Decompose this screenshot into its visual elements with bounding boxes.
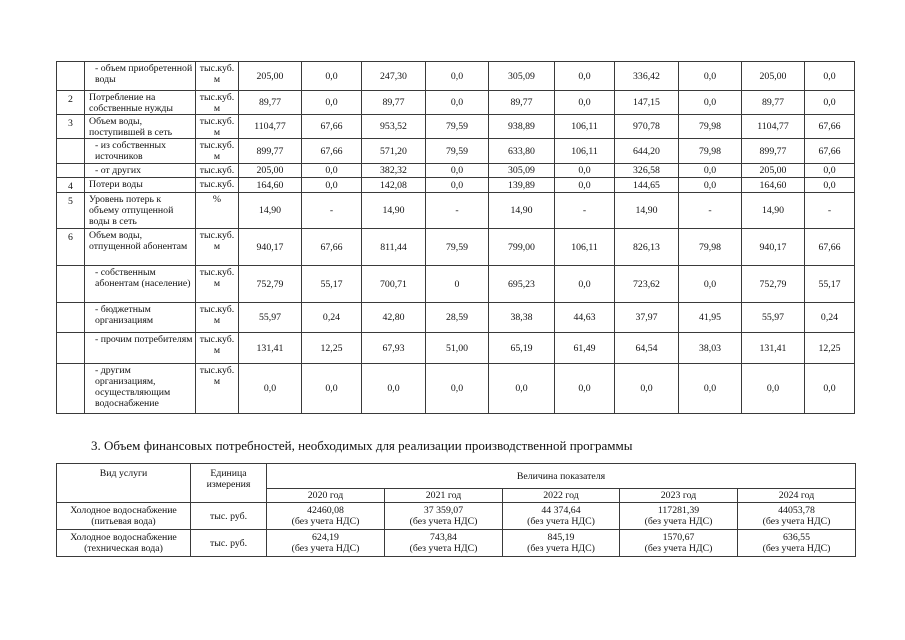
value-cell: 131,41 (742, 333, 805, 364)
value-cell: 142,08 (362, 178, 426, 193)
table-row (57, 164, 855, 178)
row-name: Объем воды, поступившей в сеть (85, 115, 196, 139)
value-cell: 695,23 (489, 266, 555, 303)
value-cell: 37,97 (615, 303, 679, 333)
value-cell: 305,09 (489, 62, 555, 91)
service-unit: тыс. руб. (191, 503, 267, 530)
value-cell: 0,0 (555, 62, 615, 91)
header-unit: Единица измерения (191, 464, 267, 503)
row-unit: тыс.куб. м (196, 229, 239, 266)
amount-cell (267, 530, 385, 557)
row-unit: тыс.куб. м (196, 364, 239, 414)
value-cell: 799,00 (489, 229, 555, 266)
value-cell: 0 (426, 266, 489, 303)
table-row (57, 364, 855, 414)
value-cell: 326,58 (615, 164, 679, 178)
header-value: Величина показателя (267, 464, 856, 489)
value-cell: 336,42 (615, 62, 679, 91)
amount-cell (385, 530, 503, 557)
amount-value: 37 359,07 (423, 505, 464, 516)
amount-value: 624,19 (312, 532, 339, 543)
row-name: Потери воды (85, 178, 196, 193)
value-cell: - (679, 193, 742, 229)
value-cell: 89,77 (239, 91, 302, 115)
value-cell: 0,0 (555, 164, 615, 178)
row-unit: тыс.куб. м (196, 303, 239, 333)
amount-value: 845,19 (547, 532, 575, 543)
row-name: - другим организациям, осуществляющим водоснабжение (85, 364, 196, 414)
amount-value: 44053,78 (778, 505, 815, 516)
value-cell: 0,0 (426, 62, 489, 91)
table-row (57, 91, 855, 115)
service-unit: тыс. руб. (191, 530, 267, 557)
row-number (57, 303, 85, 333)
value-cell: 61,49 (555, 333, 615, 364)
amount-cell (620, 503, 738, 530)
row-name: Объем воды, отпущенной абонентам (85, 229, 196, 266)
value-cell: 752,79 (239, 266, 302, 303)
value-cell: 205,00 (742, 62, 805, 91)
value-cell: 106,11 (555, 229, 615, 266)
row-number: 5 (57, 193, 85, 229)
amount-value: 1570,67 (662, 532, 695, 543)
row-unit: тыс.куб. м (196, 333, 239, 364)
row-number: 4 (57, 178, 85, 193)
value-cell: 67,93 (362, 333, 426, 364)
row-name: - от других (85, 164, 196, 178)
value-cell: 0,0 (679, 178, 742, 193)
value-cell: 14,90 (489, 193, 555, 229)
amount-note: (без учета НДС) (644, 516, 713, 527)
header-year: 2020 год (267, 489, 385, 503)
value-cell: 89,77 (362, 91, 426, 115)
value-cell: - (805, 193, 855, 229)
value-cell: 0,0 (302, 164, 362, 178)
row-unit: тыс.куб. м (196, 62, 239, 91)
value-cell: 0,0 (302, 62, 362, 91)
value-cell: 0,0 (426, 164, 489, 178)
value-cell: 0,0 (302, 178, 362, 193)
amount-note: (без учета НДС) (762, 516, 831, 527)
value-cell: 79,59 (426, 115, 489, 139)
row-name: - собственным абонентам (население) (85, 266, 196, 303)
table-row (57, 530, 856, 557)
value-cell: 0,0 (679, 364, 742, 414)
value-cell: 144,65 (615, 178, 679, 193)
header-service: Вид услуги (57, 464, 191, 503)
service-name: Холодное водоснабжение (питьевая вода) (57, 503, 191, 530)
amount-cell (385, 503, 503, 530)
table-row (57, 115, 855, 139)
value-cell: 14,90 (362, 193, 426, 229)
table-row (57, 139, 855, 164)
header-year: 2022 год (503, 489, 620, 503)
row-number: 3 (57, 115, 85, 139)
value-cell: 0,0 (805, 178, 855, 193)
amount-cell (503, 503, 620, 530)
water-balance-table (56, 61, 855, 414)
value-cell: 305,09 (489, 164, 555, 178)
amount-note: (без учета НДС) (291, 516, 360, 527)
value-cell: 0,0 (302, 364, 362, 414)
row-number: 2 (57, 91, 85, 115)
value-cell: 940,17 (742, 229, 805, 266)
value-cell: 55,97 (239, 303, 302, 333)
value-cell: 0,0 (239, 364, 302, 414)
value-cell: 14,90 (239, 193, 302, 229)
value-cell: 205,00 (239, 62, 302, 91)
value-cell: 55,97 (742, 303, 805, 333)
row-number: 6 (57, 229, 85, 266)
value-cell: 64,54 (615, 333, 679, 364)
value-cell: 67,66 (302, 115, 362, 139)
value-cell: 571,20 (362, 139, 426, 164)
value-cell: 0,0 (679, 164, 742, 178)
value-cell: 382,32 (362, 164, 426, 178)
value-cell: 12,25 (302, 333, 362, 364)
value-cell: 953,52 (362, 115, 426, 139)
value-cell: - (426, 193, 489, 229)
amount-note: (без учета НДС) (762, 543, 831, 554)
value-cell: 147,15 (615, 91, 679, 115)
value-cell: 79,98 (679, 139, 742, 164)
value-cell: 899,77 (742, 139, 805, 164)
value-cell: 28,59 (426, 303, 489, 333)
amount-value: 743,84 (430, 532, 457, 543)
row-name: - из собственных источников (85, 139, 196, 164)
value-cell: 65,19 (489, 333, 555, 364)
row-name: Уровень потерь к объему отпущенной воды в сеть (85, 193, 196, 229)
value-cell: 0,0 (555, 178, 615, 193)
value-cell: 205,00 (742, 164, 805, 178)
value-cell: 44,63 (555, 303, 615, 333)
value-cell: 164,60 (239, 178, 302, 193)
value-cell: 826,13 (615, 229, 679, 266)
value-cell: 644,20 (615, 139, 679, 164)
value-cell: 0,0 (679, 266, 742, 303)
value-cell: 38,03 (679, 333, 742, 364)
value-cell: - (302, 193, 362, 229)
header-year: 2024 год (738, 489, 856, 503)
value-cell: 940,17 (239, 229, 302, 266)
table-row (57, 178, 855, 193)
amount-note: (без учета НДС) (291, 543, 360, 554)
row-number (57, 266, 85, 303)
value-cell: 41,95 (679, 303, 742, 333)
table-row (57, 193, 855, 229)
value-cell: 38,38 (489, 303, 555, 333)
table-row (57, 62, 855, 91)
value-cell: 0,0 (555, 91, 615, 115)
value-cell: 0,0 (555, 364, 615, 414)
value-cell: 0,0 (742, 364, 805, 414)
row-unit: тыс.куб. м (196, 115, 239, 139)
table-row (57, 266, 855, 303)
amount-cell (503, 530, 620, 557)
row-name: Потребление на собственные нужды (85, 91, 196, 115)
value-cell: 1104,77 (742, 115, 805, 139)
value-cell: - (555, 193, 615, 229)
header-year: 2021 год (385, 489, 503, 503)
row-number (57, 164, 85, 178)
value-cell: 106,11 (555, 115, 615, 139)
service-name: Холодное водоснабжение (техническая вода) (57, 530, 191, 557)
value-cell: 723,62 (615, 266, 679, 303)
value-cell: 0,0 (805, 364, 855, 414)
row-name: - прочим потребителям (85, 333, 196, 364)
amount-value: 42460,08 (307, 505, 344, 516)
row-number (57, 364, 85, 414)
value-cell: 0,0 (805, 62, 855, 91)
table-row (57, 333, 855, 364)
amount-cell (738, 530, 856, 557)
value-cell: 0,0 (805, 164, 855, 178)
value-cell: 14,90 (615, 193, 679, 229)
amount-cell (267, 503, 385, 530)
value-cell: 55,17 (805, 266, 855, 303)
value-cell: 0,0 (362, 364, 426, 414)
value-cell: 139,89 (489, 178, 555, 193)
value-cell: 938,89 (489, 115, 555, 139)
value-cell: 67,66 (302, 139, 362, 164)
amount-note: (без учета НДС) (527, 543, 595, 554)
value-cell: 67,66 (302, 229, 362, 266)
amount-note: (без учета НДС) (409, 543, 478, 554)
value-cell: 0,0 (426, 91, 489, 115)
financial-needs-table (56, 463, 856, 557)
row-unit: тыс.куб. м (196, 139, 239, 164)
value-cell: 14,90 (742, 193, 805, 229)
row-number (57, 139, 85, 164)
table-row (57, 303, 855, 333)
row-unit: тыс.куб. м (196, 266, 239, 303)
value-cell: 79,98 (679, 115, 742, 139)
row-unit: тыс.куб. м (196, 91, 239, 115)
amount-note: (без учета НДС) (527, 516, 595, 527)
value-cell: 1104,77 (239, 115, 302, 139)
value-cell: 67,66 (805, 139, 855, 164)
value-cell: 79,59 (426, 139, 489, 164)
value-cell: 0,0 (555, 266, 615, 303)
value-cell: 79,98 (679, 229, 742, 266)
value-cell: 0,0 (805, 91, 855, 115)
amount-note: (без учета НДС) (409, 516, 478, 527)
table-row (57, 503, 856, 530)
amount-cell (620, 530, 738, 557)
value-cell: 51,00 (426, 333, 489, 364)
row-number (57, 333, 85, 364)
value-cell: 89,77 (742, 91, 805, 115)
value-cell: 247,30 (362, 62, 426, 91)
amount-cell (738, 503, 856, 530)
value-cell: 0,0 (302, 91, 362, 115)
amount-value: 44 374,64 (541, 505, 581, 516)
value-cell: 0,0 (489, 364, 555, 414)
value-cell: 752,79 (742, 266, 805, 303)
value-cell: 42,80 (362, 303, 426, 333)
value-cell: 67,66 (805, 229, 855, 266)
row-unit: тыс.куб. (196, 178, 239, 193)
value-cell: 700,71 (362, 266, 426, 303)
value-cell: 970,78 (615, 115, 679, 139)
value-cell: 0,24 (302, 303, 362, 333)
amount-value: 636,55 (783, 532, 810, 543)
value-cell: 131,41 (239, 333, 302, 364)
row-name: - объем приобретенной воды (85, 62, 196, 91)
value-cell: 164,60 (742, 178, 805, 193)
value-cell: 205,00 (239, 164, 302, 178)
amount-note: (без учета НДС) (644, 543, 713, 554)
value-cell: 0,0 (679, 91, 742, 115)
value-cell: 89,77 (489, 91, 555, 115)
value-cell: 67,66 (805, 115, 855, 139)
value-cell: 0,0 (615, 364, 679, 414)
value-cell: 899,77 (239, 139, 302, 164)
value-cell: 0,0 (679, 62, 742, 91)
value-cell: 811,44 (362, 229, 426, 266)
value-cell: 0,24 (805, 303, 855, 333)
value-cell: 633,80 (489, 139, 555, 164)
row-number (57, 62, 85, 91)
amount-value: 117281,39 (657, 505, 700, 516)
row-unit: тыс.куб. (196, 164, 239, 178)
row-name: - бюджетным организациям (85, 303, 196, 333)
table-row (57, 229, 855, 266)
value-cell: 12,25 (805, 333, 855, 364)
row-unit: % (196, 193, 239, 229)
value-cell: 0,0 (426, 364, 489, 414)
value-cell: 0,0 (426, 178, 489, 193)
value-cell: 55,17 (302, 266, 362, 303)
section-3-title: 3. Объем финансовых потребностей, необходимых для реализации производственной программы (91, 438, 633, 453)
header-year: 2023 год (620, 489, 738, 503)
value-cell: 79,59 (426, 229, 489, 266)
value-cell: 106,11 (555, 139, 615, 164)
